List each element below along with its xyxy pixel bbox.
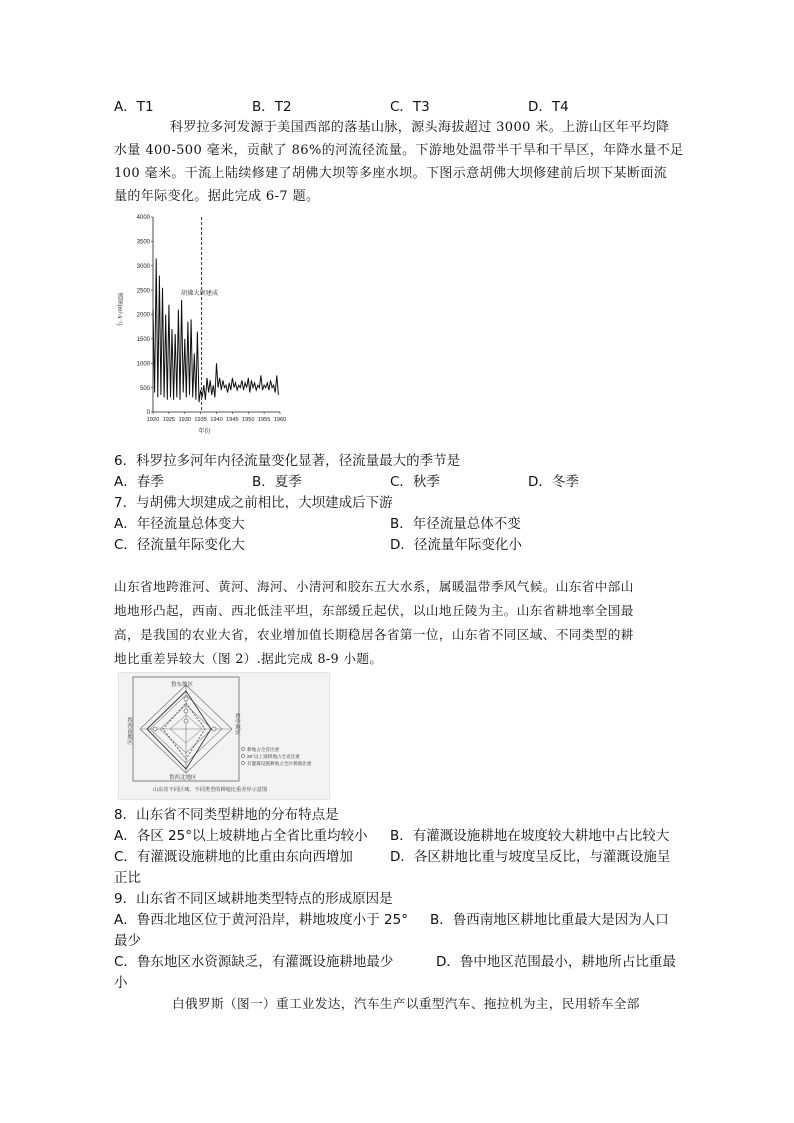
radar-legend-3: 有灌溉设施耕地占全区耕地比重 [247, 761, 312, 766]
x-axis-label: 年份 [198, 428, 211, 435]
radar-label-central: 鲁中地区 [234, 713, 240, 735]
y-tick-label: 0 [146, 410, 150, 417]
q9-option-d: D．鲁中地区范围最小，耕地所占比重最 [436, 954, 676, 970]
passage1-line: 科罗拉多河发源于美国西部的落基山脉，源头海拔超过 3000 米。上游山区年平均降 [170, 120, 670, 135]
x-tick-label: 1960 [273, 417, 287, 423]
flow-series-line [153, 258, 278, 402]
x-tick-label: 1925 [162, 417, 176, 423]
radar-caption: 山东省不同区域、不同类型的耕地比重差异示意图 [153, 787, 268, 793]
y-tick-label: 3000 [136, 263, 150, 270]
q8-option-d: D．各区耕地比重与坡度呈反比，与灌溉设施呈 [390, 849, 671, 865]
q7-option-a: A．年径流量总体变大 [114, 516, 245, 532]
q6-option-b: B．夏季 [252, 474, 302, 490]
q7-option-b: B．年径流量总体不变 [390, 516, 521, 532]
q9-option-d-cont: 小 [114, 975, 128, 991]
q5-option-b: B．T2 [252, 99, 292, 115]
y-tick-label: 1500 [136, 337, 150, 344]
y-tick-label: 2000 [136, 312, 150, 319]
q8-option-d-cont: 正比 [114, 870, 141, 886]
q7-option-d: D．径流量年际变化小 [390, 537, 522, 553]
y-tick-label: 3500 [136, 239, 150, 246]
x-tick-label: 1920 [146, 417, 160, 423]
radar-figure [118, 672, 330, 800]
dam-annotation: 胡佛大坝建成 [181, 290, 219, 297]
q6-option-d: D．冬季 [528, 474, 579, 490]
q5-option-a: A．T1 [114, 99, 154, 115]
q8-option-c: C．有灌溉设施耕地的比重由东向西增加 [114, 849, 353, 865]
q9-option-c: C．鲁东地区水资源缺乏，有灌溉设施耕地最少 [114, 954, 394, 970]
x-tick-label: 1930 [178, 417, 191, 423]
x-tick-label: 1955 [257, 417, 271, 423]
y-tick-label: 2500 [136, 288, 150, 295]
q5-option-c: C．T3 [390, 99, 430, 115]
x-tick-label: 1940 [210, 417, 223, 423]
radar-legend-2: 25°以上坡耕地占全省比重 [247, 754, 300, 759]
passage2-line: 山东省地跨淮河、黄河、海河、小清河和胶东五大水系，属暖温带季风气候。山东省中部山 [114, 579, 634, 594]
radar-label-southwest: 鲁西南地区 [126, 717, 132, 745]
q9-stem: 9．山东省不同区域耕地类型特点的形成原因是 [114, 891, 393, 907]
q9-option-b: B．鲁西南地区耕地比重最大是因为人口 [430, 912, 669, 928]
q9-option-b-cont: 最少 [114, 933, 141, 949]
x-tick-label: 1950 [242, 417, 255, 423]
q7-option-c: C．径流量年际变化大 [114, 537, 245, 553]
x-tick-label: 1945 [226, 417, 239, 423]
q6-option-c: C．秋季 [390, 474, 440, 490]
q9-option-a: A．鲁西北地区位于黄河沿岸，耕地坡度小于 25° [114, 912, 408, 928]
radar-label-northwest: 鲁西北地区 [169, 775, 197, 781]
passage1-line: 100 毫米。干流上陆续修建了胡佛大坝等多座水坝。下图示意胡佛大坝修建前后坝下某断面流 [114, 166, 668, 181]
q8-stem: 8．山东省不同类型耕地的分布特点是 [114, 807, 339, 823]
y-tick-label: 500 [139, 385, 150, 392]
radar-diagram [119, 673, 329, 799]
passage2-line: 高，是我国的农业大省，农业增加值长期稳居各省第一位，山东省不同区域、不同类型的耕 [114, 627, 634, 642]
passage2-line: 地地形凸起，西南、西北低洼平坦，东部缓丘起伏，以山地丘陵为主。山东省耕地率全国最 [114, 603, 634, 618]
flow-chart [114, 208, 294, 443]
y-axis-label: 流量(m³·s⁻¹) [116, 292, 122, 326]
radar-legend-1: 耕地占全省比重 [247, 747, 280, 752]
passage1-line: 量的年际变化。据此完成 6-7 题。 [114, 189, 320, 204]
q5-option-d: D．T4 [528, 99, 569, 115]
q6-stem: 6．科罗拉多河年内径流量变化显著，径流量最大的季节是 [114, 453, 461, 469]
passage2-line: 地比重差异较大（图 2）.据此完成 8-9 小题。 [114, 651, 383, 666]
passage1-line: 水量 400-500 毫米，贡献了 86%的河流径流量。下游地处温带半干旱和干旱区，年降水量不足 [114, 143, 684, 158]
radar-label-east: 鲁东地区 [171, 682, 194, 688]
q7-stem: 7．与胡佛大坝建成之前相比，大坝建成后下游 [114, 495, 393, 511]
y-tick-label: 4000 [136, 215, 150, 222]
y-tick-label: 1000 [136, 361, 150, 368]
q8-option-b: B．有灌溉设施耕地在坡度较大耕地中占比较大 [390, 828, 670, 844]
q8-option-a: A．各区 25°以上坡耕地占全省比重均较小 [114, 828, 368, 844]
x-tick-label: 1935 [194, 417, 207, 423]
q6-option-a: A．春季 [114, 474, 164, 490]
passage3-line: 白俄罗斯（图一）重工业发达，汽车生产以重型汽车、拖拉机为主，民用轿车全部 [172, 996, 640, 1011]
